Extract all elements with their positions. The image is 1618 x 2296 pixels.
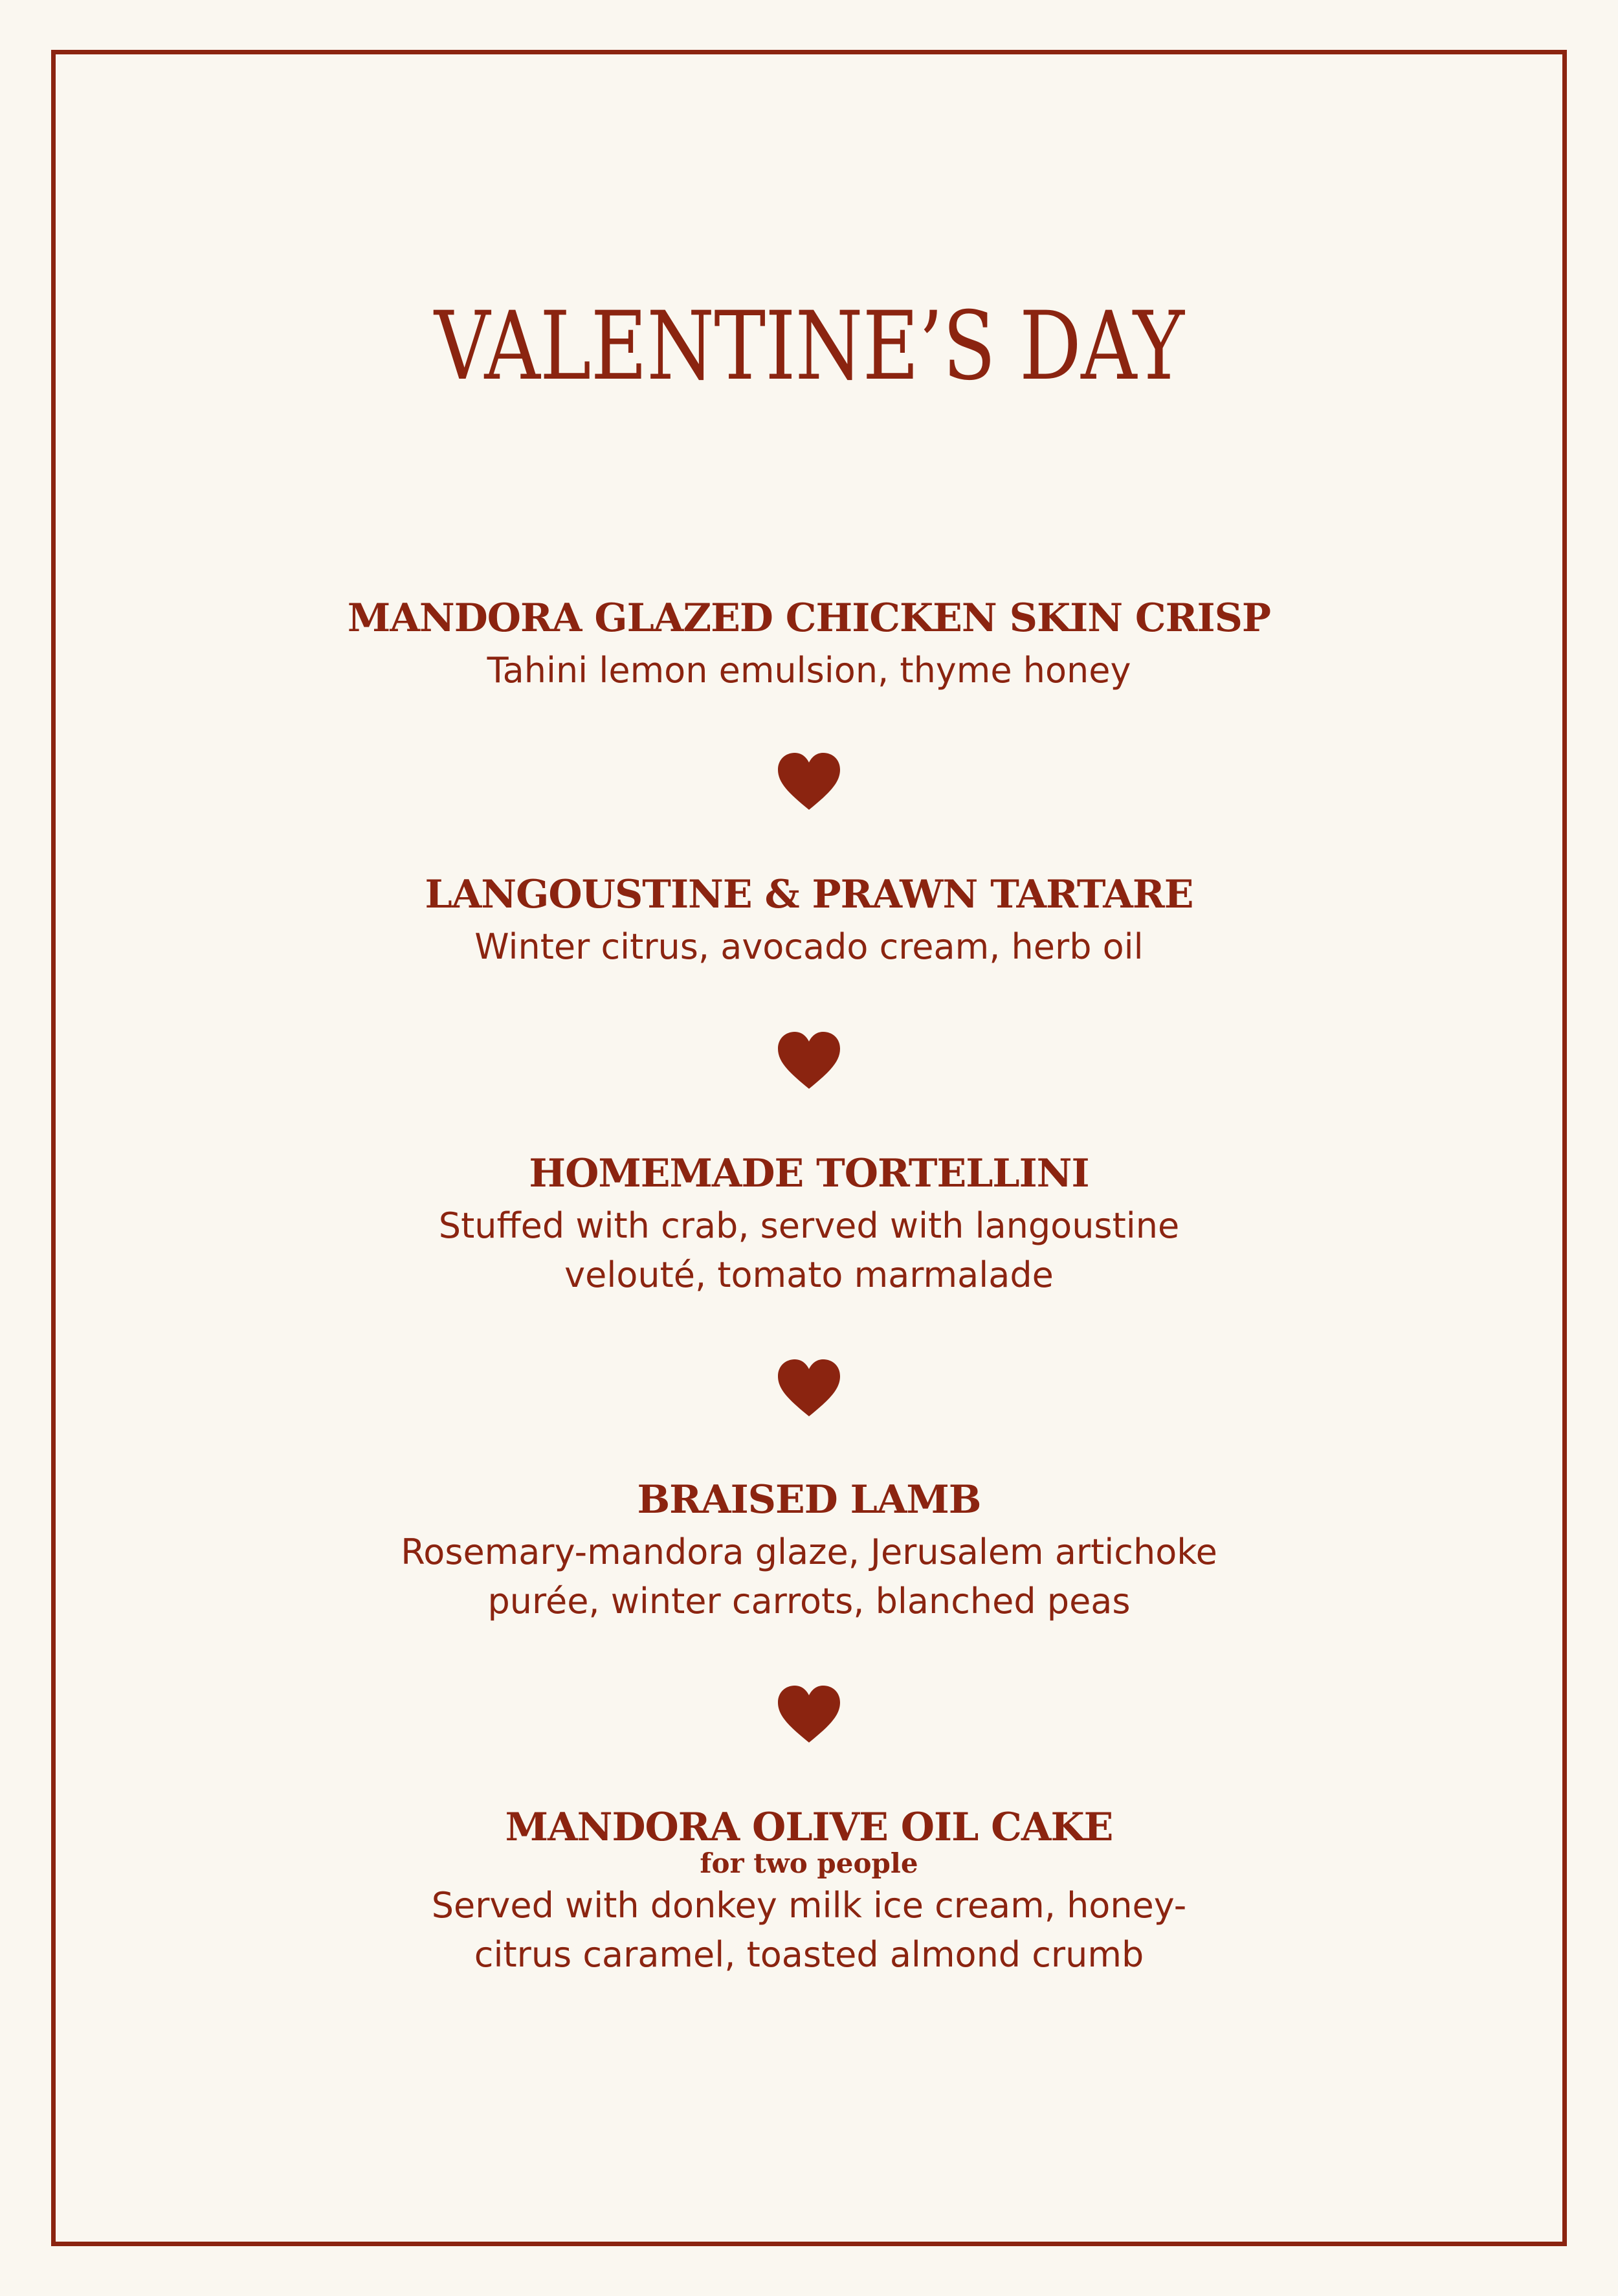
heart-icon	[777, 753, 841, 811]
menu-item-name: LANGOUSTINE & PRAWN TARTARE	[425, 872, 1193, 917]
menu-item-tortellini	[0, 1146, 1618, 1300]
heart-icon	[777, 1032, 841, 1090]
menu-item-description: Rosemary-mandora glaze, Jerusalem artichoke purée, winter carrots, blanched peas	[401, 1532, 1217, 1622]
menu-item-description: Served with donkey milk ice cream, honey-citrus caramel, toasted almond crumb	[431, 1885, 1187, 1975]
menu-item-description: Winter citrus, avocado cream, herb oil	[474, 926, 1144, 967]
menu-item-description: Tahini lemon emulsion, thyme honey	[487, 650, 1131, 691]
heart-icon	[777, 1359, 841, 1418]
heart-icon	[777, 1686, 841, 1744]
menu-title: VALENTINE’S DAY	[434, 291, 1184, 401]
menu-item-name: BRAISED LAMB	[637, 1477, 981, 1522]
menu-item-braised-lamb	[0, 1472, 1618, 1626]
menu-item-olive-oil-cake	[0, 1800, 1618, 1979]
menu-item-name: HOMEMADE TORTELLINI	[529, 1151, 1089, 1196]
menu-item-name: MANDORA OLIVE OIL CAKE	[505, 1805, 1113, 1850]
menu-item-langoustine-tartare	[0, 867, 1618, 972]
menu-item-name: MANDORA GLAZED CHICKEN SKIN CRISP	[347, 596, 1271, 641]
menu-item-description: Stuffed with crab, served with langoustine velouté, tomato marmalade	[438, 1205, 1180, 1295]
menu-item-chicken-skin-crisp	[0, 590, 1618, 695]
menu-item-subtitle: for two people	[700, 1847, 918, 1879]
